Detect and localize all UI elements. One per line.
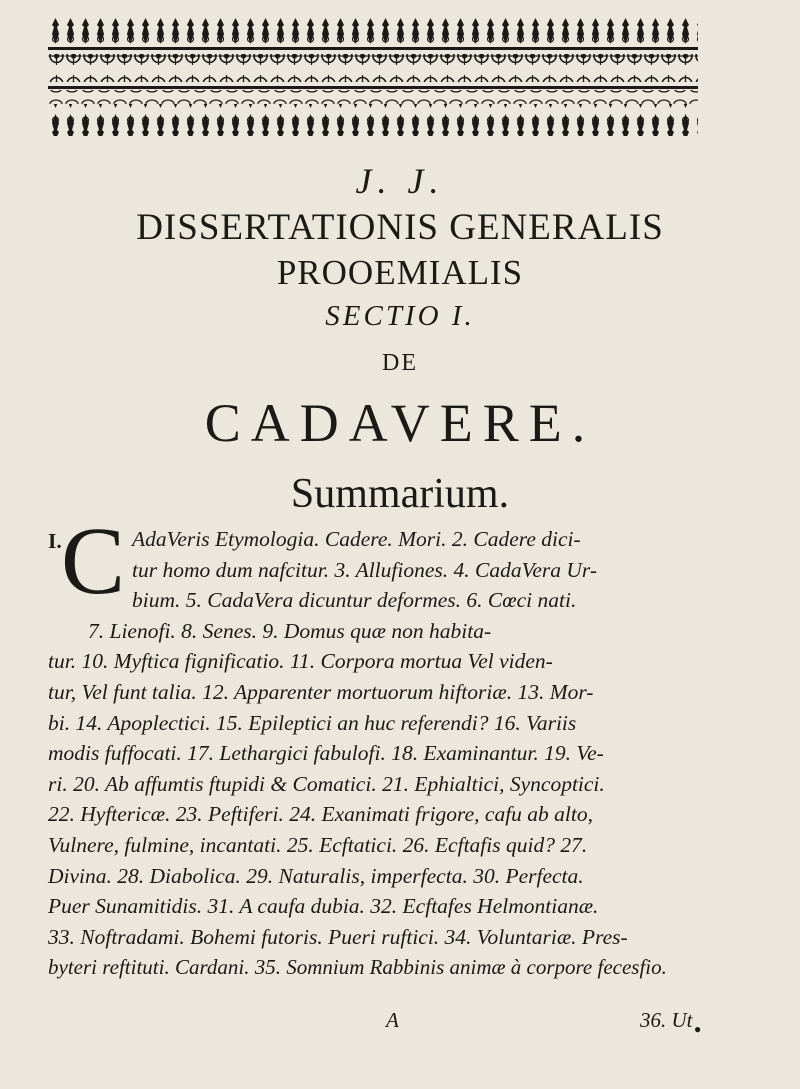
ink-dot-icon: ● [694, 1022, 702, 1036]
section-heading: SECTIO I. [325, 300, 475, 332]
text-line: 22. Hyftericæ. 23. Peftiferi. 24. Exanimati frigore, cafu ab alto, [48, 802, 593, 827]
text-line: AdaVeris Etymologia. Cadere. Mori. 2. Cadere dici- [132, 527, 581, 551]
title-line-1: DISSERTATIONIS GENERALIS [136, 207, 664, 248]
text-line: Puer Sunamitidis. 31. A caufa dubia. 32. Ecftafes Helmontianæ. [48, 894, 599, 919]
preposition-de: DE [382, 350, 418, 376]
text-line: byteri reftituti. Cardani. 35. Somnium Rabbinis animæ à corpore fecesfio. [48, 955, 667, 980]
catchword: 36. Ut [640, 1008, 693, 1032]
title-line-2: PROOEMIALIS [276, 253, 524, 292]
signature-mark: A [386, 1008, 399, 1032]
summary-number: I. [48, 529, 62, 553]
text-line: 33. Noftradami. Bohemi futoris. Pueri ruftici. 34. Voluntariæ. Pres- [48, 924, 628, 949]
text-line: 7. Lienofi. 8. Senes. 9. Domus quæ non habita- [88, 618, 492, 643]
summary-heading: Summarium. [290, 471, 510, 517]
lead-lines [132, 524, 734, 616]
text-line: Divina. 28. Diabolica. 29. Naturalis, imperfecta. 30. Perfecta. [48, 863, 584, 888]
summary-lead [48, 507, 734, 616]
text-line: tur. 10. Myftica fignificatio. 11. Corpora mortua Vel viden- [48, 649, 553, 674]
text-line: bi. 14. Apoplectici. 15. Epileptici an huc referendi? 16. Variis [48, 710, 577, 735]
text-line: ri. 20. Ab affumtis ftupidi & Comatici. 21. Ephialtici, Syncoptici. [48, 771, 605, 796]
text-line: tur, Vel funt talia. 12. Apparenter mortuorum hiftoriæ. 13. Mor- [48, 679, 594, 704]
text-line: bium. 5. CadaVera dicuntur deformes. 6. Cœci nati. [132, 588, 577, 613]
drop-cap: C [60, 507, 126, 614]
summary-text [48, 507, 734, 983]
text-line: modis fuffocati. 17. Lethargici fabulofi. 18. Examinantur. 19. Ve- [48, 741, 604, 766]
subject-heading: CADAVERE. [204, 393, 596, 453]
ornamental-header-band [48, 16, 698, 136]
text-line: Vulnere, fulmine, incantati. 25. Ecftatici. 26. Ecftafis quid? 27. [48, 832, 588, 857]
handwritten-initials: J. J. [355, 161, 445, 201]
text-line: tur homo dum nafcitur. 3. Allufiones. 4. CadaVera Ur- [132, 557, 598, 582]
